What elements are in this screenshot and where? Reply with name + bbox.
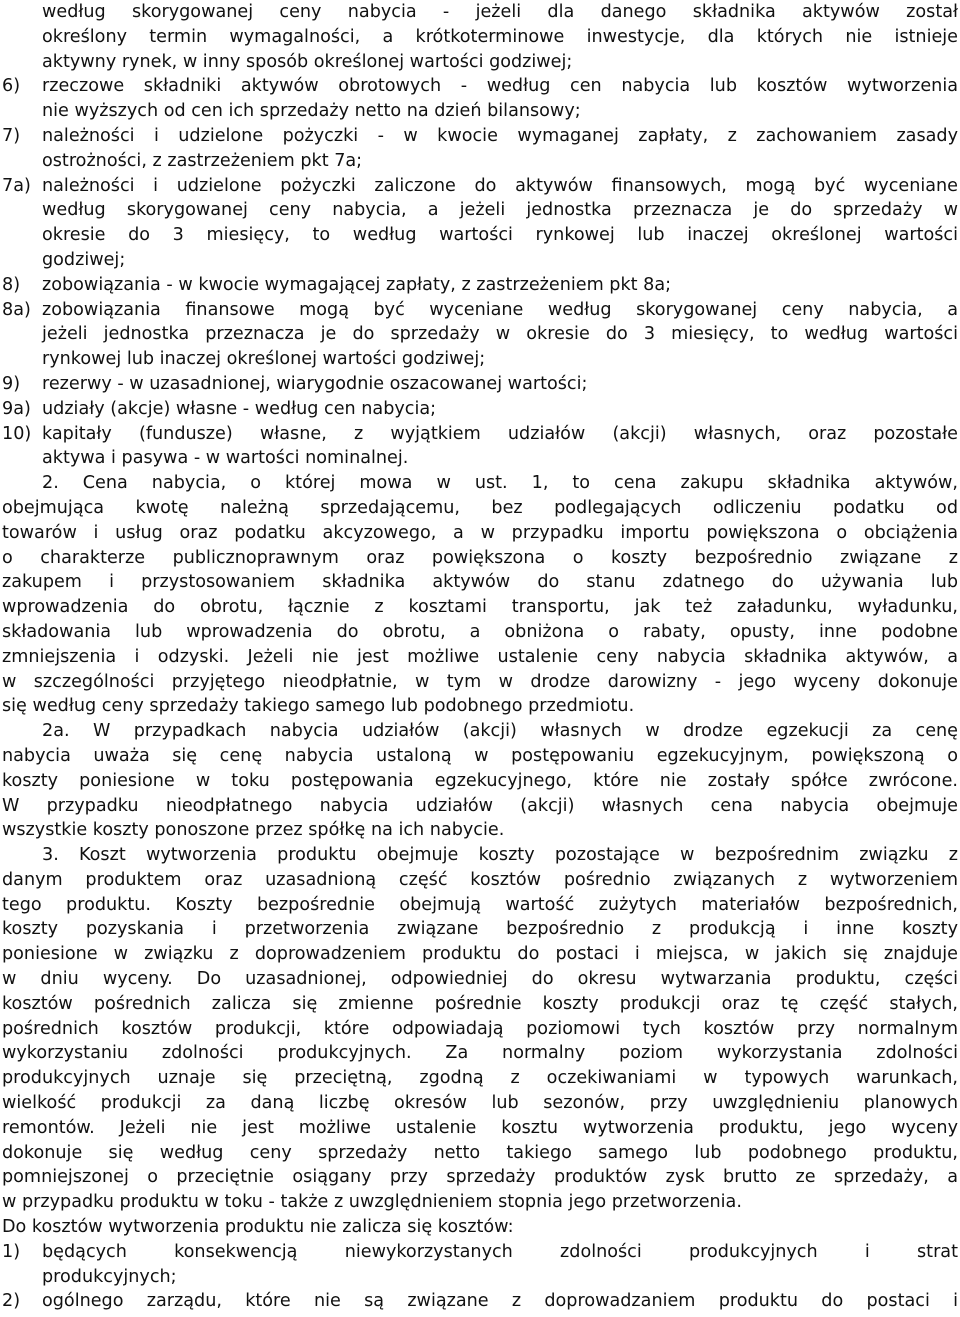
text-line: wprowadzenia do obrotu, łącznie z kosztami transportu, jak też załadunku, wyładunku, [2, 597, 958, 618]
text-line: koszty pozyskania i przetworzenia związane bezpośrednio z produkcją i inne koszty [2, 919, 958, 940]
list-item-label: 8a) [2, 299, 31, 320]
text-line: W przypadku nieodpłatnego nabycia udziałów (akcji) własnych cena nabycia obejmuje [2, 795, 958, 816]
text-line: wykorzystaniu zdolności produkcyjnych. Za normalny poziom wykorzystania zdolności [2, 1043, 958, 1064]
list-item-line [2, 74, 958, 99]
list-item-line [2, 422, 958, 447]
text-line: w szczególności przyjętego nieodpłatnie, w tym w drodze darowizny - jego wyceny dokonuje [2, 671, 958, 692]
text-line: 2a. W przypadkach nabycia udziałów (akcji) własnych w drodze egzekucji za cenę [42, 721, 958, 742]
text-line: jeżeli jednostka przeznacza je do sprzedaży w okresie do 3 miesięcy, to według wartości [42, 324, 958, 345]
text-line: się według ceny sprzedaży takiego samego lub podobnego przedmiotu. [2, 696, 635, 717]
list-item-text: należności i udzielone pożyczki - w kwocie wymaganej zapłaty, z zachowaniem zasady [42, 125, 958, 146]
text-line: zmniejszenia i odzyski. Jeżeli nie jest możliwe ustalenie ceny nabycia składnika aktywów, a [2, 646, 958, 667]
text-line: pomniejszonej o przeciętnie osiągany przy sprzedaży produktów zysk brutto ze sprzedaży, a [2, 1167, 958, 1188]
list-item-line [2, 124, 958, 149]
text-line: składowania lub wprowadzenia do obrotu, a obniżona o rabaty, opusty, inne podobne [2, 621, 958, 642]
list-item-line [2, 1240, 958, 1265]
text-line: koszty poniesione w toku postępowania egzekucyjnego, które nie zostały spółce zwrócone. [2, 770, 958, 791]
text-line: nie wyższych od cen ich sprzedaży netto na dzień bilansowy; [42, 101, 581, 122]
text-line: kosztów pośrednich zalicza się zmienne pośrednie koszty produkcji oraz tę część stałych, [2, 993, 958, 1014]
list-item-text: zobowiązania - w kwocie wymagającej zapłaty, z zastrzeżeniem pkt 8a; [42, 274, 672, 295]
text-line: wielkość produkcji za daną liczbę okresów lub sezonów, przy uwzględnieniu planowych [2, 1093, 958, 1114]
list-item-text: rezerwy - w uzasadnionej, wiarygodnie oszacowanej wartości; [42, 373, 588, 394]
list-item-label: 6) [2, 76, 21, 97]
text-line: poniesione w związku z doprowadzeniem produktu do postaci i miejsca, w jakich się znajduje [2, 944, 958, 965]
list-item-label: 1) [2, 1241, 21, 1262]
list-item-line [2, 298, 958, 323]
text-line: aktywny rynek, w inny sposób określonej wartości godziwej; [42, 51, 573, 72]
text-line: produkcyjnych uznaje się przeciętną, zgodną z oczekiwaniami w typowych warunkach, [2, 1068, 958, 1089]
text-line: według skorygowanej ceny nabycia, a jeżeli jednostka przeznacza je do sprzedaży w [42, 200, 958, 221]
text-line: według skorygowanej ceny nabycia - jeżeli dla danego składnika aktywów został [42, 2, 958, 22]
text-line: remontów. Jeżeli nie jest możliwe ustalenie kosztu wytworzenia produktu, jego wyceny [2, 1117, 958, 1138]
list-item-label: 2) [2, 1291, 21, 1312]
list-item-line [2, 174, 958, 199]
list-item-label: 8) [2, 274, 21, 295]
text-line: nabycia uważa się cenę nabycia ustaloną w postępowaniu egzekucyjnym, powiększoną o [2, 745, 958, 766]
list-item-text: należności i udzielone pożyczki zaliczone do aktywów finansowych, mogą być wyceniane [42, 175, 958, 196]
list-item-label: 9a) [2, 398, 31, 419]
list-item-text: zobowiązania finansowe mogą być wyceniane według skorygowanej ceny nabycia, a [42, 299, 958, 320]
text-line: produkcyjnych; [42, 1266, 177, 1287]
list-item-line [2, 273, 958, 298]
list-item-text: udziały (akcje) własne - według cen nabycia; [42, 398, 437, 419]
list-item-line [2, 1289, 958, 1314]
list-item-label: 9) [2, 373, 21, 394]
text-line: 3. Koszt wytworzenia produktu obejmuje koszty pozostające w bezpośrednim związku z [42, 845, 958, 866]
text-line: obejmująca kwotę należną sprzedającemu, bez podlegających odliczeniu podatku od [2, 497, 958, 518]
text-line: tego produktu. Koszty bezpośrednie obejmują wartość zużytych materiałów bezpośrednich, [2, 894, 958, 915]
text-line: godziwej; [42, 249, 126, 270]
text-line: pośrednich kosztów produkcji, które odpowiadają poziomowi tych kosztów przy normalnym [2, 1018, 958, 1039]
text-line: w dniu wyceny. Do uzasadnionej, odpowiedniej do okresu wytwarzania produktu, części [2, 969, 958, 990]
list-item-label: 7) [2, 125, 21, 146]
text-line: aktywa i pasywa - w wartości nominalnej. [42, 448, 409, 469]
text-line: o charakterze publicznoprawnym oraz powiększona o koszty bezpośrednio związane z [2, 547, 958, 568]
text-line: rynkowej lub inaczej określonej wartości godziwej; [42, 349, 486, 370]
text-line: 2. Cena nabycia, o której mowa w ust. 1, to cena zakupu składnika aktywów, [42, 473, 958, 494]
text-line: ostrożności, z zastrzeżeniem pkt 7a; [42, 150, 363, 171]
list-item-label: 7a) [2, 175, 31, 196]
text-line: zakupem i przystosowaniem składnika aktywów do stanu zdatnego do używania lub [2, 572, 958, 593]
text-line: towarów i usług oraz podatku akcyzowego, a w przypadku importu powiększona o obciążenia [2, 522, 958, 543]
list-item-text: ogólnego zarządu, które nie są związane z doprowadzaniem produktu do postaci i [42, 1291, 958, 1312]
text-line: dokonuje się według ceny sprzedaży netto takiego samego lub podobnego produktu, [2, 1142, 958, 1163]
text-line: wszystkie koszty ponoszone przez spółkę na ich nabycie. [2, 820, 505, 841]
list-item-text: rzeczowe składniki aktywów obrotowych - według cen nabycia lub kosztów wytworzenia [42, 76, 958, 97]
list-item-text: będących konsekwencją niewykorzystanych zdolności produkcyjnych i strat [42, 1241, 958, 1262]
list-item-text: kapitały (fundusze) własne, z wyjątkiem udziałów (akcji) własnych, oraz pozostałe [42, 423, 958, 444]
list-item-line [2, 397, 958, 422]
text-line: Do kosztów wytworzenia produktu nie zalicza się kosztów: [2, 1217, 514, 1238]
text-line: w przypadku produktu w toku - także z uwzględnieniem stopnia jego przetworzenia. [2, 1192, 742, 1213]
text-line: okresie do 3 miesięcy, to według wartości rynkowej lub inaczej określonej wartości [42, 225, 958, 246]
text-line: danym produktem oraz uzasadnioną część kosztów pośrednio związanych z wytworzeniem [2, 869, 958, 890]
text-line: określony termin wymagalności, a krótkoterminowe inwestycje, dla których nie istnieje [42, 26, 958, 47]
list-item-line [2, 372, 958, 397]
list-item-label: 10) [2, 423, 32, 444]
